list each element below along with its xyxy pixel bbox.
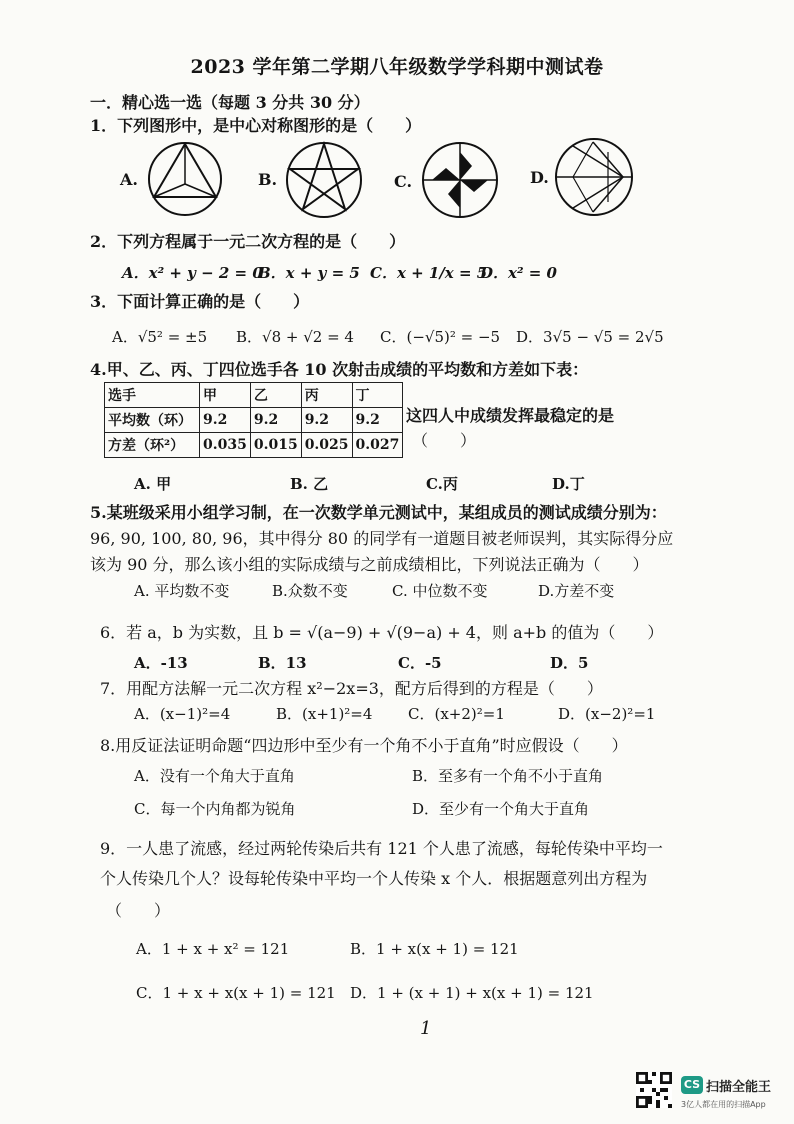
q8-option-b: B．至多有一个角不小于直角 (412, 767, 604, 785)
table-cell: 9.2 (301, 408, 352, 433)
pinwheel-in-circle-icon (420, 140, 500, 220)
scanner-name: 扫描全能王 (706, 1080, 772, 1095)
q2-option-c-text: C．x + 1/x = 5 (370, 264, 488, 282)
q2-stem: 2．下列方程属于一元二次方程的是（ ） (90, 232, 406, 251)
q2-option-a-text: A．x² + y − 2 = 0 (122, 264, 263, 282)
q2-option-a (122, 262, 263, 283)
table-cell: 丁 (352, 383, 403, 408)
q1-label-b: B. (258, 170, 278, 189)
q4-option-c: C.丙 (426, 475, 458, 493)
q4-option-a: A. 甲 (134, 475, 172, 493)
q5-line-2: 96, 90, 100, 80, 96，其中得分 80 的同学有一道题目被老师误判，其实际得分应 (90, 529, 674, 548)
table-cell: 平均数（环） (105, 408, 200, 433)
q4-stem: 4.甲、乙、丙、丁四位选手各 10 次射击成绩的平均数和方差如下表： (90, 360, 589, 379)
q8-option-a: A．没有一个角大于直角 (134, 767, 295, 785)
table-cell: 乙 (250, 383, 301, 408)
q6-option-c: C．-5 (398, 654, 442, 672)
table-cell: 9.2 (250, 408, 301, 433)
table-row (105, 408, 403, 433)
q6-option-d: D．5 (550, 654, 589, 672)
q2-option-c (370, 262, 487, 283)
table-cell: 0.027 (352, 433, 403, 458)
q3-option-c: C．(−√5)² = −5 (380, 328, 501, 346)
q7-option-c: C．(x+2)²=1 (408, 705, 505, 723)
q8-stem: 8.用反证法证明命题“四边形中至少有一个角不小于直角”时应假设（ ） (100, 736, 628, 755)
q6-stem: 6．若 a，b 为实数，且 b = √(a−9) + √(9−a) + 4，则 a+b 的值为（ ） (100, 623, 664, 642)
q1-label-d: D. (530, 168, 549, 187)
table-cell: 9.2 (200, 408, 251, 433)
page-number: 1 (420, 1018, 432, 1039)
table-row (105, 383, 403, 408)
q4-side-question: 这四人中成绩发挥最稳定的是 (406, 406, 615, 425)
q3-option-b: B．√8 + √2 = 4 (236, 328, 354, 346)
q9-line-3: （ ） (106, 901, 171, 920)
q4-option-b: B. 乙 (290, 475, 329, 493)
q3-option-a: A．√5² = ±5 (112, 328, 208, 346)
score-table (104, 382, 403, 458)
page-title: 2023 学年第二学期八年级数学学科期中测试卷 (190, 56, 604, 78)
q5-line-3: 该为 90 分，那么该小组的实际成绩与之前成绩相比，下列说法正确为（ ） (90, 555, 649, 574)
q9-option-d: D．1 + (x + 1) + x(x + 1) = 121 (350, 984, 594, 1002)
qr-code-icon (636, 1072, 672, 1108)
q7-option-d: D．(x−2)²=1 (558, 705, 656, 723)
triangle-in-circle-icon (146, 140, 224, 218)
arrow-in-circle-icon (553, 136, 635, 218)
table-row (105, 433, 403, 458)
q2-option-d (480, 262, 557, 283)
q9-option-a: A．1 + x + x² = 121 (136, 940, 290, 958)
q2-option-b (258, 262, 360, 283)
table-cell: 甲 (200, 383, 251, 408)
q1-label-c: C. (394, 172, 413, 191)
q5-option-c: C. 中位数不变 (392, 582, 488, 600)
section-heading: 一．精心选一选（每题 3 分共 30 分） (90, 93, 370, 112)
q7-option-a: A．(x−1)²=4 (134, 705, 231, 723)
q9-line-1: 9．一人患了流感，经过两轮传染后共有 121 个人患了流感，每轮传染中平均一 (100, 839, 663, 858)
q1-stem: 1．下列图形中，是中心对称图形的是（ ） (90, 116, 422, 135)
q9-option-c: C．1 + x + x(x + 1) = 121 (136, 984, 336, 1002)
q5-option-a: A. 平均数不变 (134, 582, 230, 600)
q9-option-b: B．1 + x(x + 1) = 121 (350, 940, 519, 958)
scanner-tagline: 3亿人都在用的扫描App (681, 1100, 766, 1109)
q8-option-c: C．每一个内角都为锐角 (134, 800, 296, 818)
q5-option-d: D.方差不变 (538, 582, 615, 600)
q6-option-a: A．-13 (134, 654, 188, 672)
q3-stem: 3．下面计算正确的是（ ） (90, 292, 310, 311)
table-cell: 0.015 (250, 433, 301, 458)
q8-option-d: D．至少有一个角大于直角 (412, 800, 590, 818)
q6-option-b: B．13 (258, 654, 307, 672)
table-cell: 选手 (105, 383, 200, 408)
q7-option-b: B．(x+1)²=4 (276, 705, 373, 723)
table-cell: 丙 (301, 383, 352, 408)
q4-option-d: D.丁 (552, 475, 585, 493)
table-cell: 9.2 (352, 408, 403, 433)
q2-option-d-text: D．x² = 0 (480, 264, 557, 282)
table-cell: 0.035 (200, 433, 251, 458)
q5-option-b: B.众数不变 (272, 582, 348, 600)
q4-side-paren: （ ） (412, 431, 477, 450)
q5-line-1: 5.某班级采用小组学习制，在一次数学单元测试中，某组成员的测试成绩分别为： (90, 503, 667, 522)
pentagram-in-circle-icon (284, 140, 364, 220)
q9-line-2: 个人传染几个人？设每轮传染中平均一个人传染 x 个人．根据题意列出方程为 (100, 869, 648, 888)
table-cell: 0.025 (301, 433, 352, 458)
table-cell: 方差（环²） (105, 433, 200, 458)
q7-stem: 7．用配方法解一元二次方程 x²−2x=3，配方后得到的方程是（ ） (100, 679, 603, 698)
q1-label-a: A. (120, 170, 138, 189)
scanner-logo: CS (681, 1076, 703, 1094)
q2-option-b-text: B．x + y = 5 (258, 264, 360, 282)
q3-option-d: D．3√5 − √5 = 2√5 (516, 328, 664, 346)
